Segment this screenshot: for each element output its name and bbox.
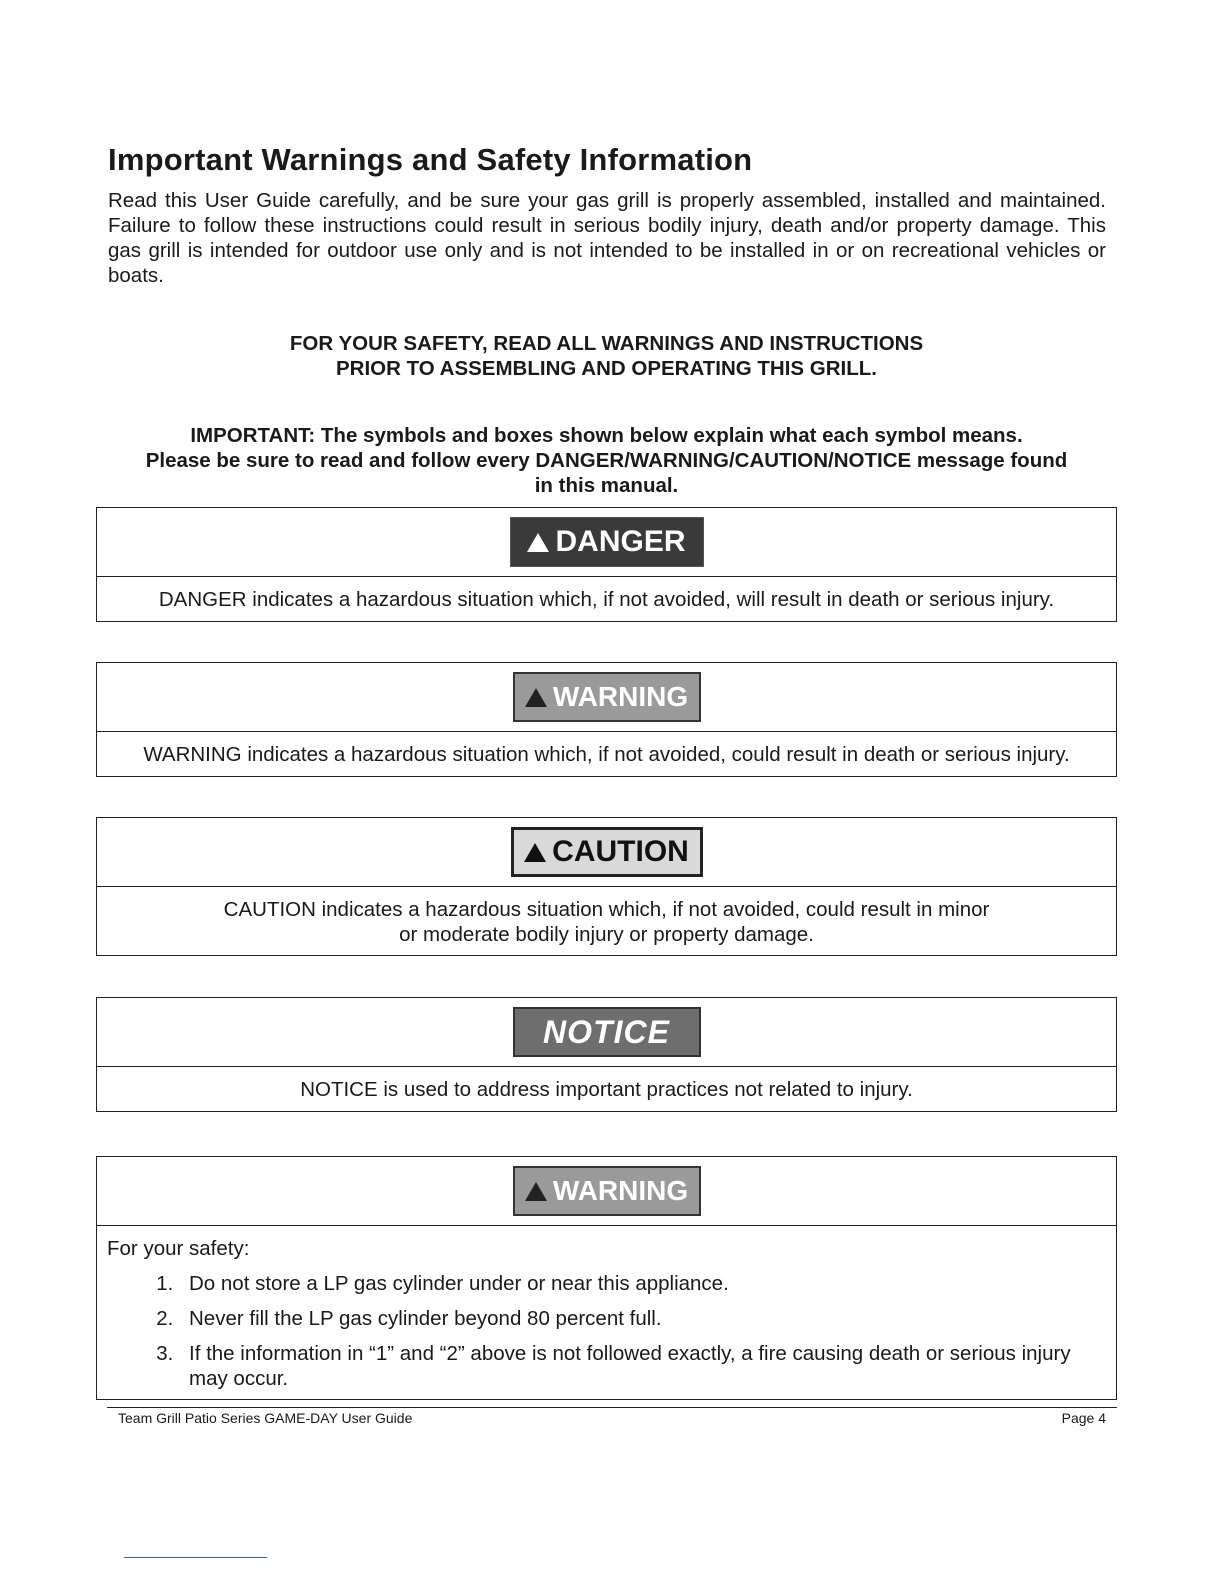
caution-description-line-2: or moderate bodily injury or property damage. <box>399 923 814 946</box>
caution-badge <box>511 827 703 877</box>
notice-label: NOTICE <box>543 1013 670 1050</box>
danger-label: DANGER <box>555 525 686 558</box>
list-item: 3. If the information in “1” and “2” above is not followed exactly, a fire causing death or serious injury may occur. <box>179 1341 1104 1391</box>
warning-banner-row <box>97 663 1116 732</box>
notice-description: NOTICE is used to address important practices not related to injury. <box>300 1078 913 1101</box>
warning-label: WARNING <box>552 1175 689 1206</box>
footer-divider <box>107 1407 1117 1408</box>
lp-warning-content <box>97 1226 1116 1391</box>
warning-box <box>96 662 1117 777</box>
alert-triangle-icon <box>525 1182 547 1201</box>
notice-badge <box>513 1007 701 1057</box>
caution-banner-row <box>97 818 1116 887</box>
important-line-1: IMPORTANT: The symbols and boxes shown below explain what each symbol means. <box>190 424 1023 447</box>
bottom-accent-line <box>124 1557 267 1558</box>
warning-badge <box>513 1166 701 1216</box>
alert-triangle-icon <box>525 688 547 707</box>
page-title: Important Warnings and Safety Information <box>108 142 753 177</box>
important-line-2: Please be sure to read and follow every DANGER/WARNING/CAUTION/NOTICE message found <box>145 449 1068 472</box>
warning-description: WARNING indicates a hazardous situation which, if not avoided, could result in death or serious injury. <box>143 743 1070 766</box>
lp-warning-list <box>107 1271 1104 1391</box>
caution-description <box>97 887 1116 955</box>
caution-description-line-1: CAUTION indicates a hazardous situation which, if not avoided, could result in minor <box>223 898 990 921</box>
list-item: 2. Never fill the LP gas cylinder beyond 80 percent full. <box>179 1306 1104 1331</box>
safety-heading <box>96 331 1117 381</box>
alert-triangle-icon <box>527 533 549 552</box>
important-notice <box>96 423 1117 498</box>
footer-page-number: Page 4 <box>1061 1410 1106 1426</box>
footer-guide-title: Team Grill Patio Series GAME-DAY User Guide <box>118 1410 413 1426</box>
notice-banner-row <box>97 998 1116 1067</box>
danger-box <box>96 507 1117 622</box>
caution-box <box>96 817 1117 956</box>
intro-paragraph: Read this User Guide carefully, and be sure your gas grill is properly assembled, installed and maintained. Failure to follow these instructions could result in serious bodily injury, death and/or property damage. This gas grill is intended for outdoor use only and is not intended to be installed in or on recreational vehicles or boats. <box>108 189 1106 287</box>
warning-badge <box>513 672 701 722</box>
notice-box <box>96 997 1117 1112</box>
alert-triangle-icon <box>524 843 546 862</box>
danger-banner-row <box>97 508 1116 577</box>
caution-label: CAUTION <box>552 835 689 868</box>
lp-warning-banner-row <box>97 1157 1116 1226</box>
safety-heading-line-2: PRIOR TO ASSEMBLING AND OPERATING THIS GRILL. <box>336 357 877 380</box>
important-line-3: in this manual. <box>534 474 679 497</box>
safety-heading-line-1: FOR YOUR SAFETY, READ ALL WARNINGS AND INSTRUCTIONS <box>289 332 924 355</box>
lp-warning-lead: For your safety: <box>107 1237 250 1260</box>
lp-warning-box <box>96 1156 1117 1400</box>
danger-badge <box>510 517 704 567</box>
warning-label: WARNING <box>552 681 689 712</box>
list-item: 1. Do not store a LP gas cylinder under or near this appliance. <box>179 1271 1104 1296</box>
danger-description: DANGER indicates a hazardous situation which, if not avoided, will result in death or serious injury. <box>158 588 1055 611</box>
